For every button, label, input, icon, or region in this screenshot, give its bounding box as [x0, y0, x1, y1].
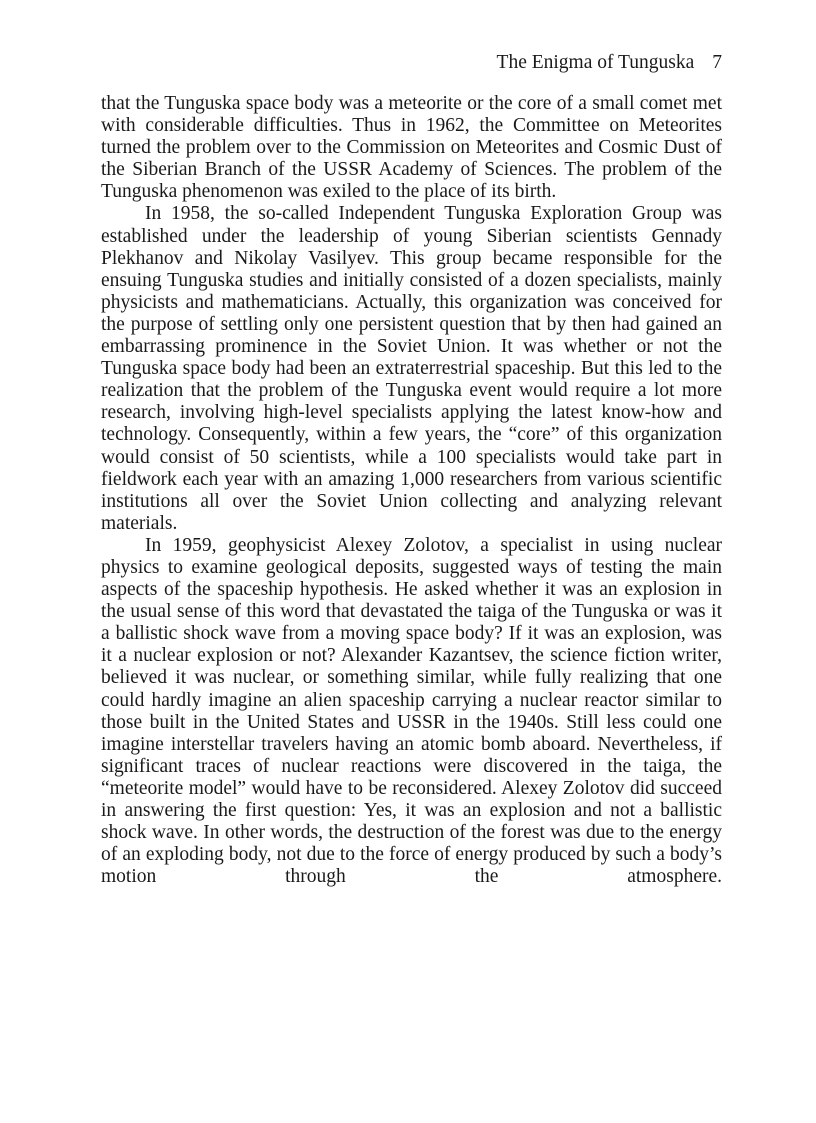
body-text [101, 93, 722, 888]
running-head [101, 50, 722, 76]
running-title: The Enigma of Tunguska [496, 52, 695, 73]
paragraph-continued: that the Tunguska space body was a meteorite or the core of a small comet met with considerable difficulties. Thus in 1962, the Committee on Meteorites turned the problem over to the Commission on Meteorites and Cosmic Dust of the Siberian Branch of the USSR Academy of Sciences. The problem of the Tunguska phenomenon was exiled to the place of its birth. [101, 93, 722, 203]
page-number: 7 [712, 52, 722, 73]
book-page [101, 50, 722, 888]
paragraph-zolotov: In 1959, geophysicist Alexey Zolotov, a specialist in using nuclear physics to examine geological deposits, suggested ways of testing the main aspects of the spaceship hypothesis. He asked whether it was an explosion in the usual sense of this word that devastated the taiga of the Tunguska or was it a ballistic shock wave from a moving space body? If it was an explosion, was it a nuclear explosion or not? Alexander Kazantsev, the science fiction writer, believed it was nuclear, or something similar, while fully realizing that one could hardly imagine an alien spaceship carrying a nuclear reactor similar to those built in the United States and USSR in the 1940s. Still less could one imagine interstellar travelers having an atomic bomb aboard. Nevertheless, if significant traces of nuclear reactions were discovered in the taiga, the “meteorite model” would have to be reconsidered. Alexey Zolotov did succeed in answering the first question: Yes, it was an explosion and not a ballistic shock wave. In other words, the destruction of the forest was due to the energy of an exploding body, not due to the force of energy produced by such a body’s motion through the atmosphere. [101, 534, 722, 888]
paragraph-exploration-group: In 1958, the so-called Independent Tunguska Exploration Group was established under the leadership of young Siberian scientists Gennady Plekhanov and Nikolay Vasilyev. This group became responsible for the ensuing Tunguska studies and initially consisted of a dozen specialists, mainly physicists and mathematicians. Actually, this organization was conceived for the purpose of settling only one persistent question that by then had gained an embarrassing prominence in the Soviet Union. It was whether or not the Tunguska space body had been an extraterrestrial spaceship. But this led to the realization that the problem of the Tunguska event would require a lot more research, involving high-level specialists applying the latest know-how and technology. Consequently, within a few years, the “core” of this organization would consist of 50 scientists, while a 100 specialists would take part in fieldwork each year with an amazing 1,000 researchers from various scientific institutions all over the Soviet Union collecting and analyzing relevant materials. [101, 203, 722, 534]
